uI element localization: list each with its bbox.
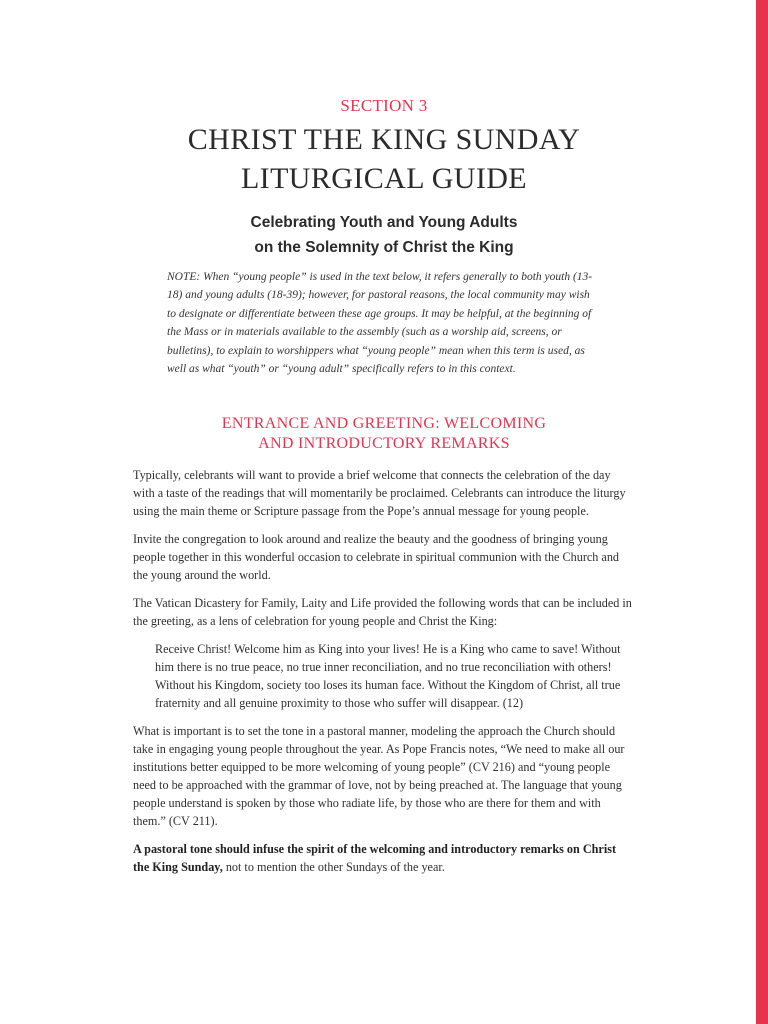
title-line-2: LITURGICAL GUIDE [240,162,528,195]
section-label: SECTION 3 [340,96,428,115]
body-paragraph: The Vatican Dicastery for Family, Laity and Life provided the following words that can be included in the greeting, as a lens of celebration for young people and Christ the King: [133,596,632,628]
subtitle-line-2: on the Solemnity of Christ the King [254,239,514,256]
closing-bold-text: A pastoral tone should infuse the spirit of the welcoming and introductory remarks on Christ the King Sunday, [133,842,617,874]
subtitle-line-1: Celebrating Youth and Young Adults [250,214,518,231]
section-heading [0,414,768,454]
note-paragraph: NOTE: When “young people” is used in the text below, it refers generally to both youth (13-18) and young adults (18-39); however, for pastoral reasons, the local community may wish to designate or differentiate between these age groups. It may be helpful, at the beginning of the Mass or in materials available to the assembly (such as a worship aid, screens, or bulletins), to explain to worshippers what “young people” mean when this term is used, as well as what “youth” or “young adult” specifically refers to in this context. [167,271,593,376]
body-text [133,466,633,886]
body-paragraph: Typically, celebrants will want to provide a brief welcome that connects the celebration of the day with a taste of the readings that will momentarily be proclaimed. Celebrants can introduce the liturgy using the main theme or Scripture passage from the Pope’s annual message for young people. [133,468,626,518]
closing-paragraph [133,840,633,876]
page-title [0,120,768,198]
heading-line-2: AND INTRODUCTORY REMARKS [258,435,510,452]
body-paragraph: What is important is to set the tone in a pastoral manner, modeling the approach the Church should take in engaging young people throughout the year. As Pope Francis notes, “We need to make all our institutions better equipped to be more welcoming of young people” (CV 216) and “young people need to be approached with the grammar of love, not by being preached at. The language that young people understand is spoken by those who radiate life, by those who are there for them and with them.” (CV 211). [133,724,625,828]
block-quote: Receive Christ! Welcome him as King into your lives! He is a King who came to save! Without him there is no true peace, no true inner reconciliation, and no true reconciliation with others! Without his Kingdom, society too loses its human face. Without the Kingdom of Christ, all true fraternity and all genuine proximity to those who suffer will disappear. (12) [155,642,621,710]
page-subtitle [0,210,768,260]
title-line-1: CHRIST THE KING SUNDAY [187,123,581,156]
heading-line-1: ENTRANCE AND GREETING: WELCOMING [221,415,547,432]
body-paragraph: Invite the congregation to look around and realize the beauty and the goodness of bringing young people together in this wonderful occasion to celebrate in spiritual communion with the Church and the young around the world. [133,532,620,582]
closing-rest-text: not to mention the other Sundays of the year. [222,860,445,874]
